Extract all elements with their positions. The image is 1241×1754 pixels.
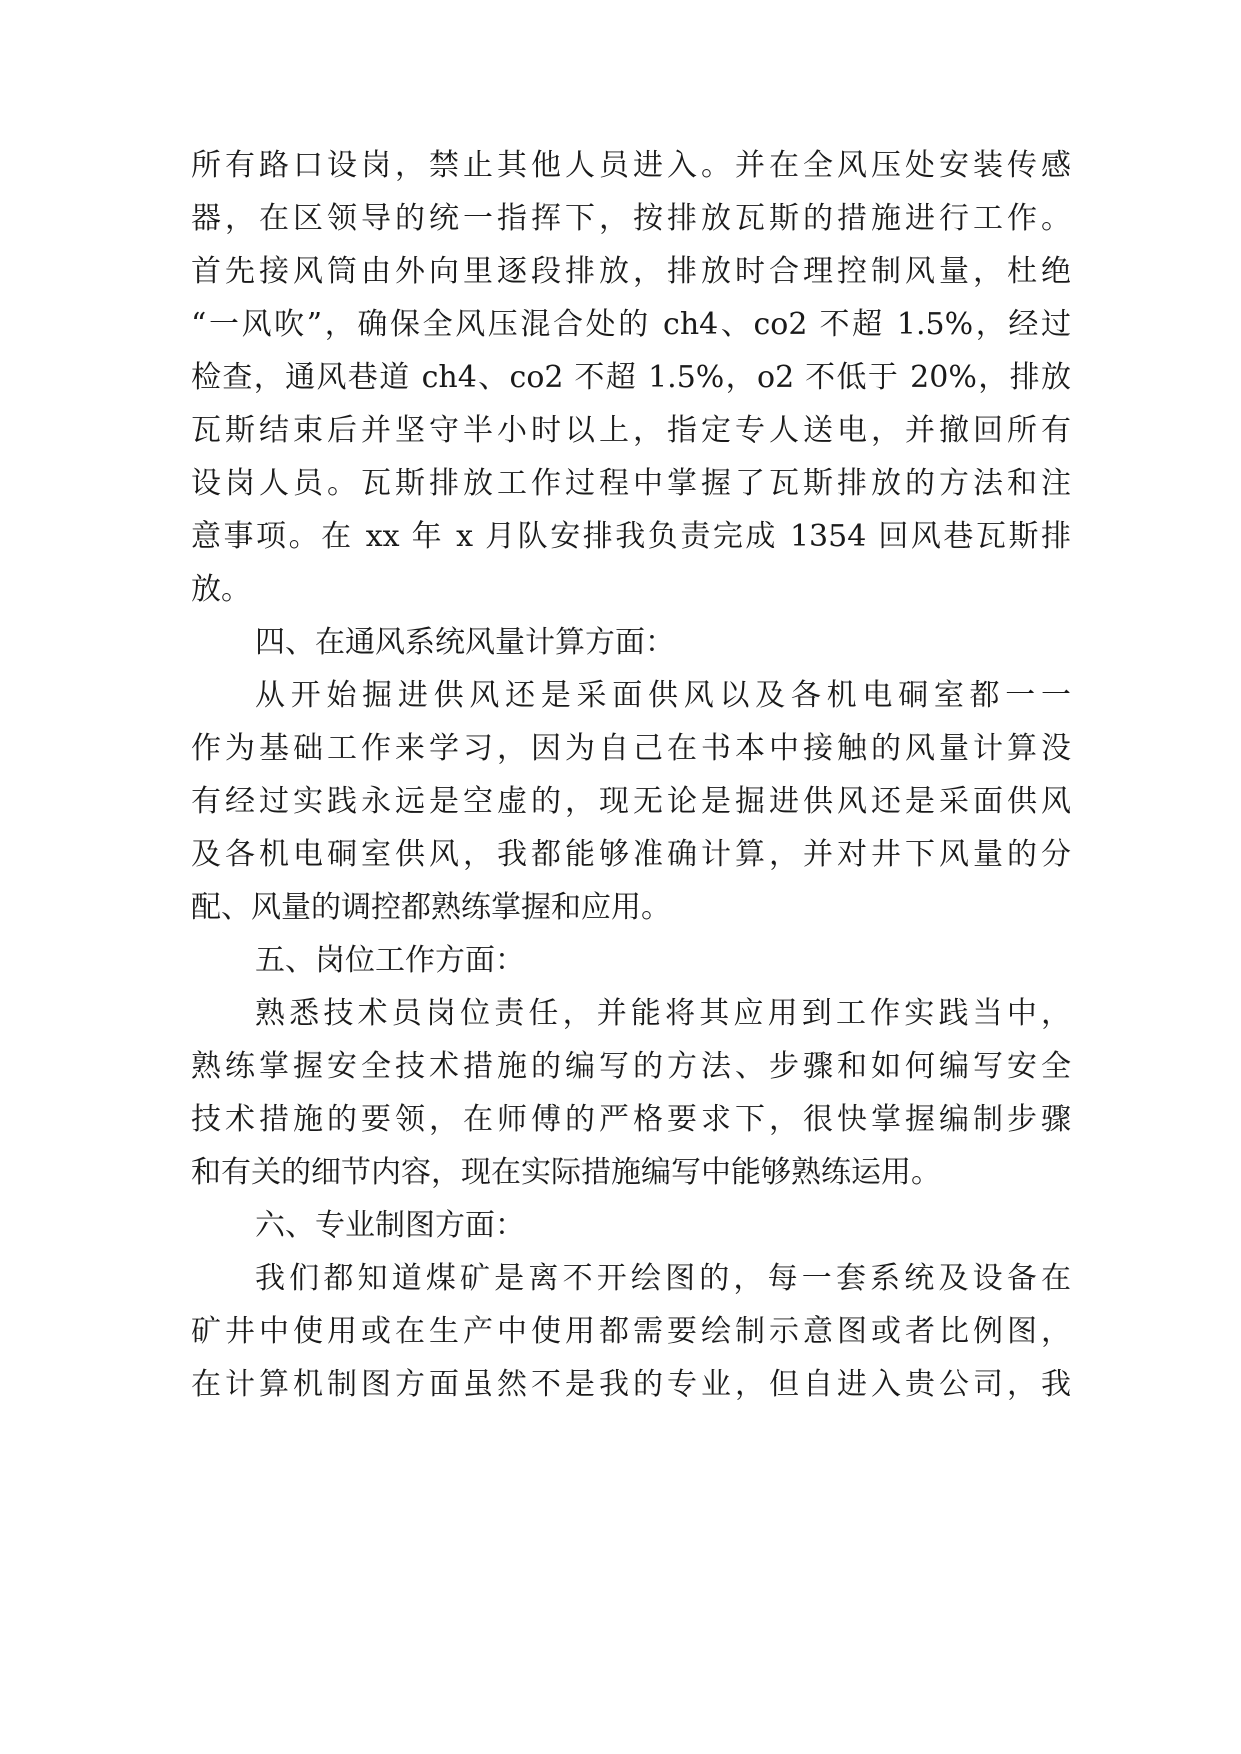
text-line: 意事项。在 xx 年 x 月队安排我负责完成 1354 回风巷瓦斯排 xyxy=(191,519,1071,554)
text-line: 熟悉技术员岗位责任，并能将其应用到工作实践当中， xyxy=(255,996,1071,1031)
text-line: 和有关的细节内容，现在实际措施编写中能够熟练运用。 xyxy=(191,1155,941,1190)
text-line: 技术措施的要领，在师傅的严格要求下，很快掌握编制步骤 xyxy=(191,1102,1071,1137)
text-line: 在计算机制图方面虽然不是我的专业，但自进入贵公司，我 xyxy=(191,1367,1071,1402)
text-line: 设岗人员。瓦斯排放工作过程中掌握了瓦斯排放的方法和注 xyxy=(191,466,1071,501)
text-line: 熟练掌握安全技术措施的编写的方法、步骤和如何编写安全 xyxy=(191,1049,1071,1084)
section-heading: 四、在通风系统风量计算方面： xyxy=(255,625,675,660)
text-line: 我们都知道煤矿是离不开绘图的，每一套系统及设备在 xyxy=(255,1261,1071,1296)
text-line: 从开始掘进供风还是采面供风以及各机电硐室都一一 xyxy=(255,678,1071,713)
text-line: 矿井中使用或在生产中使用都需要绘制示意图或者比例图， xyxy=(191,1314,1071,1349)
text-line: 及各机电硐室供风，我都能够准确计算，并对井下风量的分 xyxy=(191,837,1071,872)
text-line: 所有路口设岗，禁止其他人员进入。并在全风压处安装传感 xyxy=(191,148,1071,183)
text-line: 首先接风筒由外向里逐段排放，排放时合理控制风量，杜绝 xyxy=(191,254,1071,289)
text-line: “一风吹”，确保全风压混合处的 ch4、co2 不超 1.5%，经过 xyxy=(191,307,1071,342)
text-line: 有经过实践永远是空虚的，现无论是掘进供风还是采面供风 xyxy=(191,784,1071,819)
section-heading: 六、专业制图方面： xyxy=(255,1208,525,1243)
text-line: 检查，通风巷道 ch4、co2 不超 1.5%，o2 不低于 20%，排放 xyxy=(191,360,1071,395)
text-line: 器，在区领导的统一指挥下，按排放瓦斯的措施进行工作。 xyxy=(191,201,1071,236)
section-heading: 五、岗位工作方面： xyxy=(255,943,525,978)
text-line: 瓦斯结束后并坚守半小时以上，指定专人送电，并撤回所有 xyxy=(191,413,1071,448)
text-line: 放。 xyxy=(191,572,251,607)
text-line: 配、风量的调控都熟练掌握和应用。 xyxy=(191,890,671,925)
text-line: 作为基础工作来学习，因为自己在书本中接触的风量计算没 xyxy=(191,731,1071,766)
